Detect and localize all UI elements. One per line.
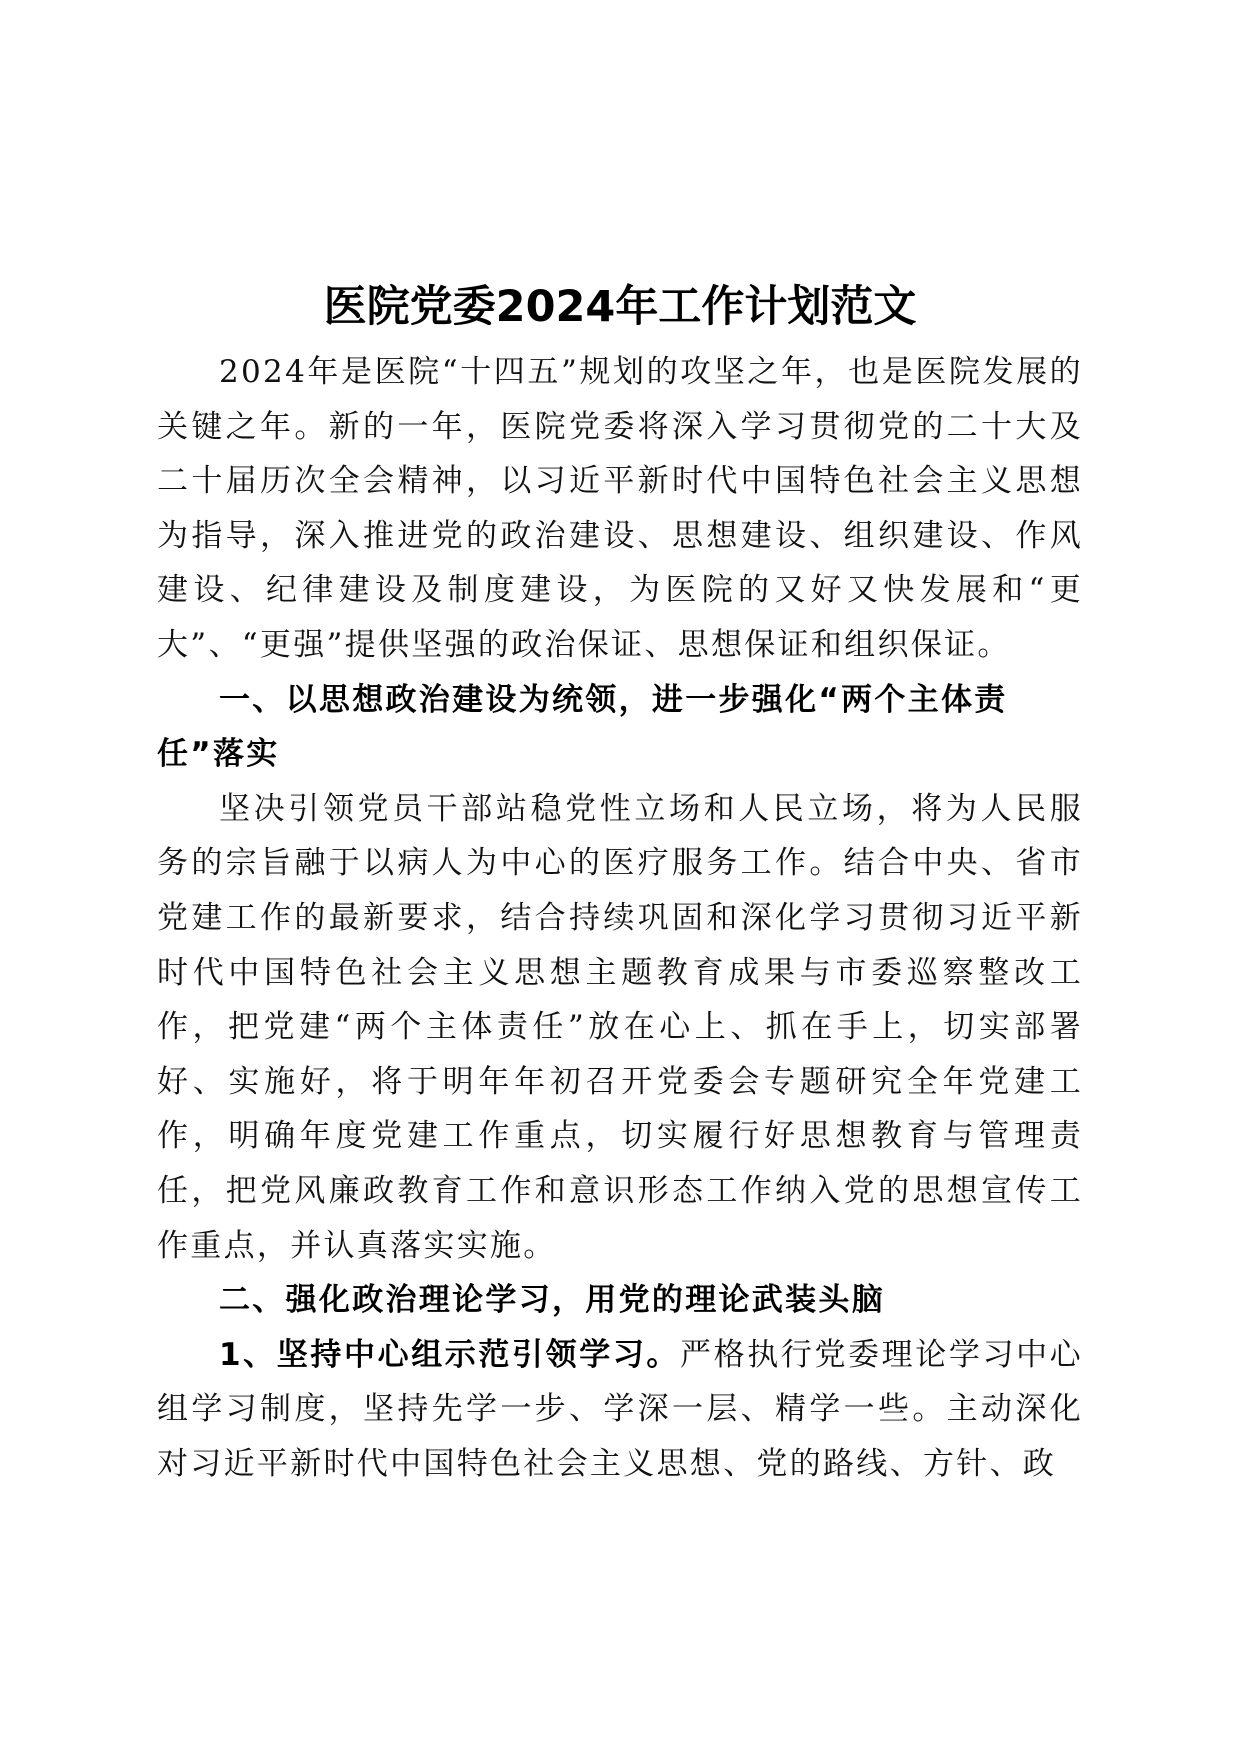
item-1-lead: 1、坚持中心组示范引领学习。: [219, 1336, 681, 1373]
section-1-heading: 一、以思想政治建设为统领，进一步强化“两个主体责任”落实: [157, 681, 1008, 773]
document-body: [157, 275, 1083, 1491]
document-title: 医院党委2024年工作计划范文: [323, 282, 917, 332]
item-1-paragraph: [157, 1328, 1083, 1492]
item-1-body: 严格执行党委理论学习中心组学习制度，坚持先学一步、学深一层、精学一些。主动深化对习近平新时代中国特色社会主义思想、党的路线、方针、政: [157, 1336, 1083, 1482]
intro-paragraph: 2024年是医院“十四五”规划的攻坚之年，也是医院发展的关键之年。新的一年，医院党委将深入学习贯彻党的二十大及二十届历次全会精神，以习近平新时代中国特色社会主义思想为指导，深入推进党的政治建设、思想建设、组织建设、作风建设、纪律建设及制度建设，为医院的又好又快发展和“更大”、“更强”提供坚强的政治保证、思想保证和组织保证。: [157, 354, 1083, 663]
section-1-paragraph: 坚决引领党员干部站稳党性立场和人民立场，将为人民服务的宗旨融于以病人为中心的医疗服务工作。结合中央、省市党建工作的最新要求，结合持续巩固和深化学习贯彻习近平新时代中国特色社会主义思想主题教育成果与市委巡察整改工作，把党建“两个主体责任”放在心上、抓在手上，切实部署好、实施好，将于明年年初召开党委会专题研究全年党建工作，明确年度党建工作重点，切实履行好思想教育与管理责任，把党风廉政教育工作和意识形态工作纳入党的思想宣传工作重点，并认真落实实施。: [157, 790, 1083, 1264]
section-2-heading: 二、强化政治理论学习，用党的理论武装头脑: [219, 1282, 885, 1319]
